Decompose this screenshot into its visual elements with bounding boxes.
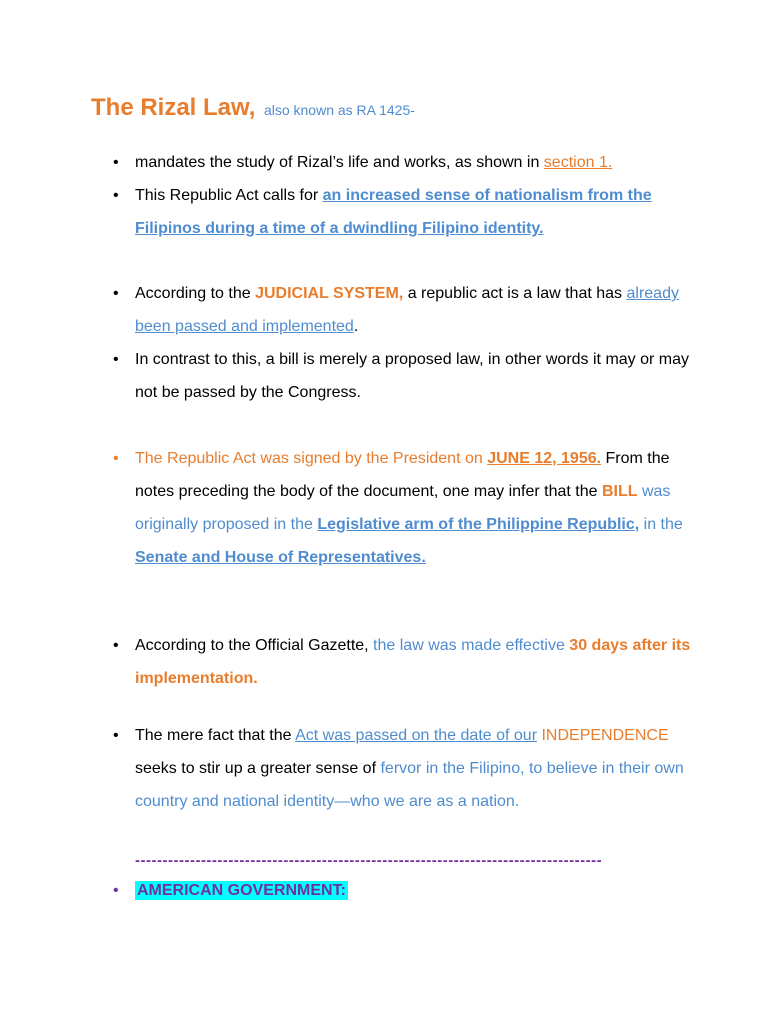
item-text: a republic act is a law that has bbox=[403, 285, 627, 302]
item-link[interactable]: section 1. bbox=[543, 154, 613, 171]
bullet-icon: • bbox=[113, 450, 119, 467]
item-text: In contrast to this, a bill is merely a proposed law, in other words it may or may not be passed by the Congress. bbox=[135, 351, 690, 401]
page-heading bbox=[91, 94, 415, 122]
bullet-icon: • bbox=[113, 285, 119, 302]
bullet-icon: • bbox=[113, 351, 119, 368]
bullet-icon: • bbox=[113, 637, 119, 654]
item-link[interactable]: JUNE 12, 1956. bbox=[487, 450, 602, 467]
bullet-icon: • bbox=[113, 187, 119, 204]
item-text: in the bbox=[639, 516, 683, 533]
heading-title: The Rizal Law, bbox=[91, 94, 256, 121]
list-item bbox=[113, 277, 695, 343]
item-text: mandates the study of Rizal’s life and works, as shown in bbox=[135, 154, 544, 171]
item-link[interactable]: Senate and House of Representatives. bbox=[135, 549, 426, 566]
item-emphasis: 30 days after its implementation. bbox=[135, 637, 691, 687]
item-text: fervor in the Filipino, to believe in their own country and national identity—who we are as a nation. bbox=[135, 760, 684, 810]
item-link[interactable]: Legislative arm of the Philippine Republic, bbox=[317, 516, 640, 533]
item-text: According to the Official Gazette, bbox=[135, 637, 374, 654]
heading-subtitle: also known as RA 1425- bbox=[263, 102, 415, 118]
item-emphasis: BILL bbox=[601, 483, 638, 500]
item-text: was originally proposed in the bbox=[135, 483, 671, 533]
item-link[interactable]: an increased sense of nationalism from the Filipinos during a time of a dwindling Filipino identity. bbox=[135, 187, 652, 237]
list-item bbox=[113, 146, 695, 179]
item-text: seeks to stir up a greater sense of bbox=[135, 760, 381, 777]
list-item bbox=[113, 343, 695, 409]
item-text: From the notes preceding the body of the document, one may infer that the bbox=[135, 450, 670, 500]
item-emphasis: INDEPENDENCE bbox=[537, 727, 669, 744]
item-text: . bbox=[353, 318, 359, 335]
highlighted-heading: AMERICAN GOVERNMENT: bbox=[137, 882, 346, 899]
list-item bbox=[113, 442, 695, 574]
bullet-icon: • bbox=[113, 154, 119, 171]
item-emphasis: JUDICIAL SYSTEM, bbox=[255, 285, 404, 302]
bullet-icon: • bbox=[113, 727, 119, 744]
item-text: According to the bbox=[135, 285, 256, 302]
bullet-icon: • bbox=[113, 882, 119, 899]
section-divider: ------------------------------------------------------------------------------------- bbox=[135, 852, 603, 869]
item-text: The Republic Act was signed by the President on bbox=[135, 450, 488, 467]
item-text: the law was made effective bbox=[373, 637, 570, 654]
list-item bbox=[113, 719, 695, 818]
list-item bbox=[113, 629, 695, 695]
list-item bbox=[113, 179, 695, 245]
item-link[interactable]: Act was passed on the date of our bbox=[295, 727, 538, 744]
item-text: This Republic Act calls for bbox=[135, 187, 323, 204]
item-text: The mere fact that the bbox=[135, 727, 296, 744]
list-item bbox=[113, 874, 695, 907]
item-link[interactable]: already been passed and implemented bbox=[135, 285, 679, 335]
